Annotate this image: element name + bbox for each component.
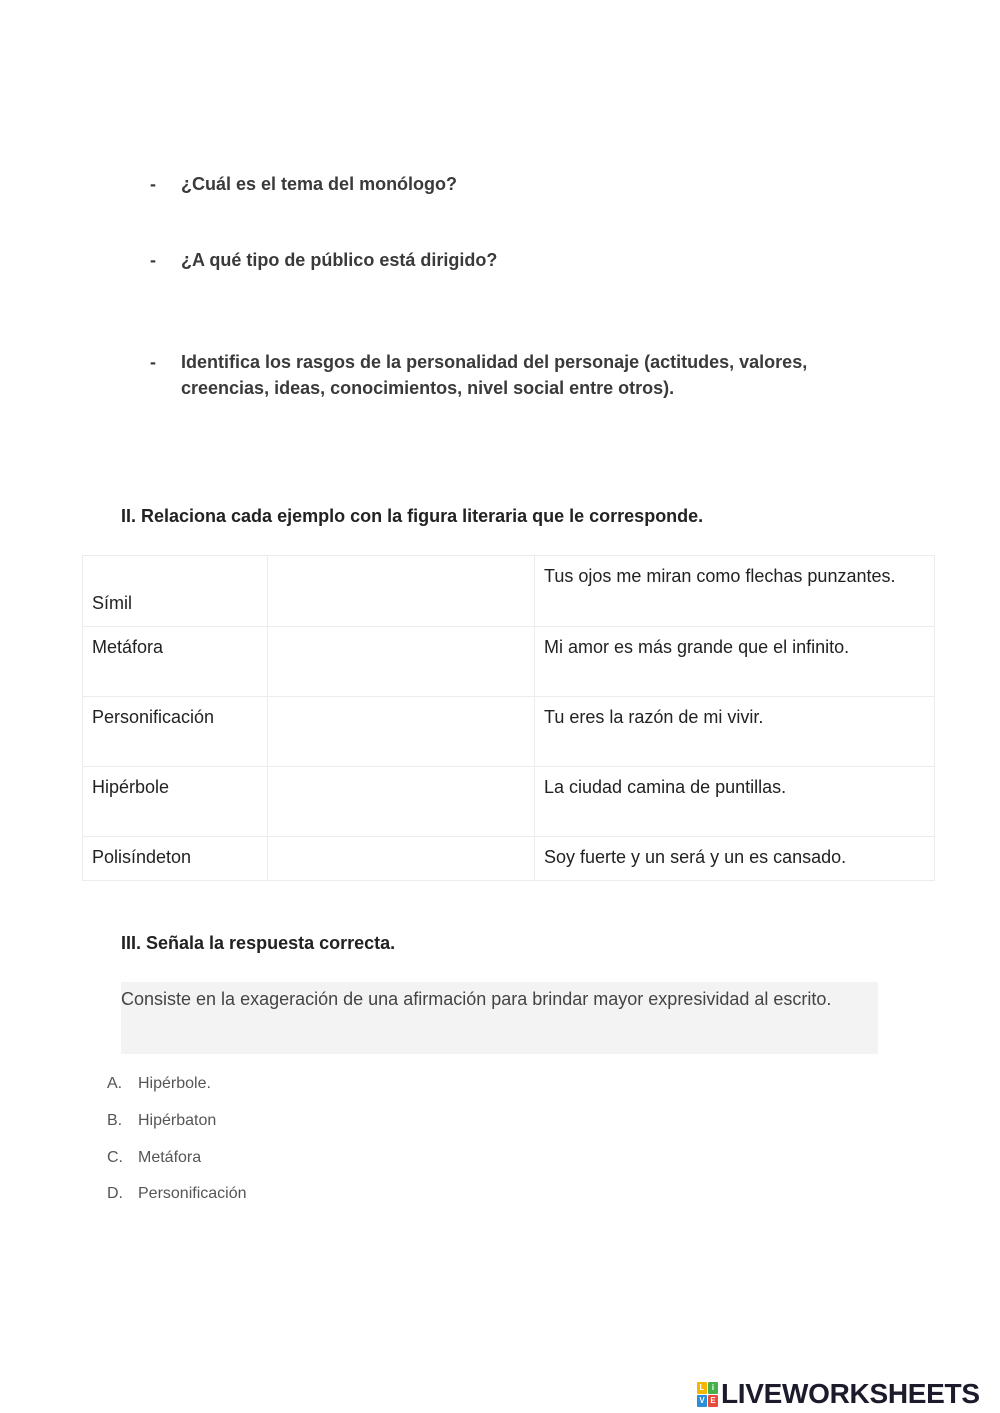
logo-tile: E: [708, 1395, 718, 1407]
question-prompt: Consiste en la exageración de una afirmación para brindar mayor expresividad al escrito.: [121, 982, 878, 1054]
bullet-dash: -: [150, 174, 156, 194]
answer-drop-cell[interactable]: [268, 837, 535, 881]
answer-drop-cell[interactable]: [268, 556, 535, 627]
option-text: Hipérbole.: [138, 1075, 211, 1093]
option-letter: A.: [107, 1075, 123, 1093]
option-letter: D.: [107, 1185, 123, 1203]
figure-cell: Metáfora: [83, 627, 268, 697]
question-tema: [150, 171, 871, 197]
table-row: [83, 697, 935, 767]
option-text: Personificación: [138, 1185, 247, 1203]
option-text: Metáfora: [138, 1148, 202, 1166]
answer-options: [107, 1066, 247, 1213]
figure-cell: Personificación: [83, 697, 268, 767]
question-rasgos: [150, 349, 871, 401]
table-row: [83, 767, 935, 837]
table-row: [83, 627, 935, 697]
example-cell: Mi amor es más grande que el infinito.: [535, 627, 935, 697]
table-row: [83, 556, 935, 627]
option-d[interactable]: [107, 1176, 247, 1213]
liveworksheets-logo: [697, 1378, 980, 1410]
option-a[interactable]: [107, 1066, 247, 1103]
logo-brand-text: LIVEWORKSHEETS: [721, 1378, 980, 1409]
example-cell: La ciudad camina de puntillas.: [535, 767, 935, 837]
question-text: ¿A qué tipo de público está dirigido?: [181, 250, 498, 270]
option-text: Hipérbaton: [138, 1112, 217, 1130]
logo-mark-icon: [697, 1382, 718, 1407]
question-text: ¿Cuál es el tema del monólogo?: [181, 174, 458, 194]
question-publico: [150, 247, 871, 273]
example-cell: Tus ojos me miran como flechas punzantes.: [535, 556, 935, 627]
bullet-dash: -: [150, 250, 156, 270]
option-letter: B.: [107, 1112, 123, 1130]
example-cell: Tu eres la razón de mi vivir.: [535, 697, 935, 767]
answer-drop-cell[interactable]: [268, 767, 535, 837]
logo-tile: V: [697, 1395, 707, 1407]
logo-tile: L: [697, 1382, 707, 1394]
matching-table: [82, 555, 935, 881]
question-text: Identifica los rasgos de la personalidad del personaje (actitudes, valores, creencias, ideas, conocimientos, nivel social entre otros).: [181, 352, 808, 398]
figure-cell: Símil: [83, 556, 268, 627]
section-iii-heading: III. Señala la respuesta correcta.: [121, 933, 396, 953]
figure-cell: Polisíndeton: [83, 837, 268, 881]
section-ii-heading: II. Relaciona cada ejemplo con la figura literaria que le corresponde.: [121, 506, 704, 526]
option-c[interactable]: [107, 1139, 247, 1176]
option-b[interactable]: [107, 1103, 247, 1140]
table-row: [83, 837, 935, 881]
option-letter: C.: [107, 1148, 123, 1166]
example-cell: Soy fuerte y un será y un es cansado.: [535, 837, 935, 881]
bullet-dash: -: [150, 352, 156, 372]
logo-tile: i: [708, 1382, 718, 1394]
figure-cell: Hipérbole: [83, 767, 268, 837]
answer-drop-cell[interactable]: [268, 697, 535, 767]
answer-drop-cell[interactable]: [268, 627, 535, 697]
